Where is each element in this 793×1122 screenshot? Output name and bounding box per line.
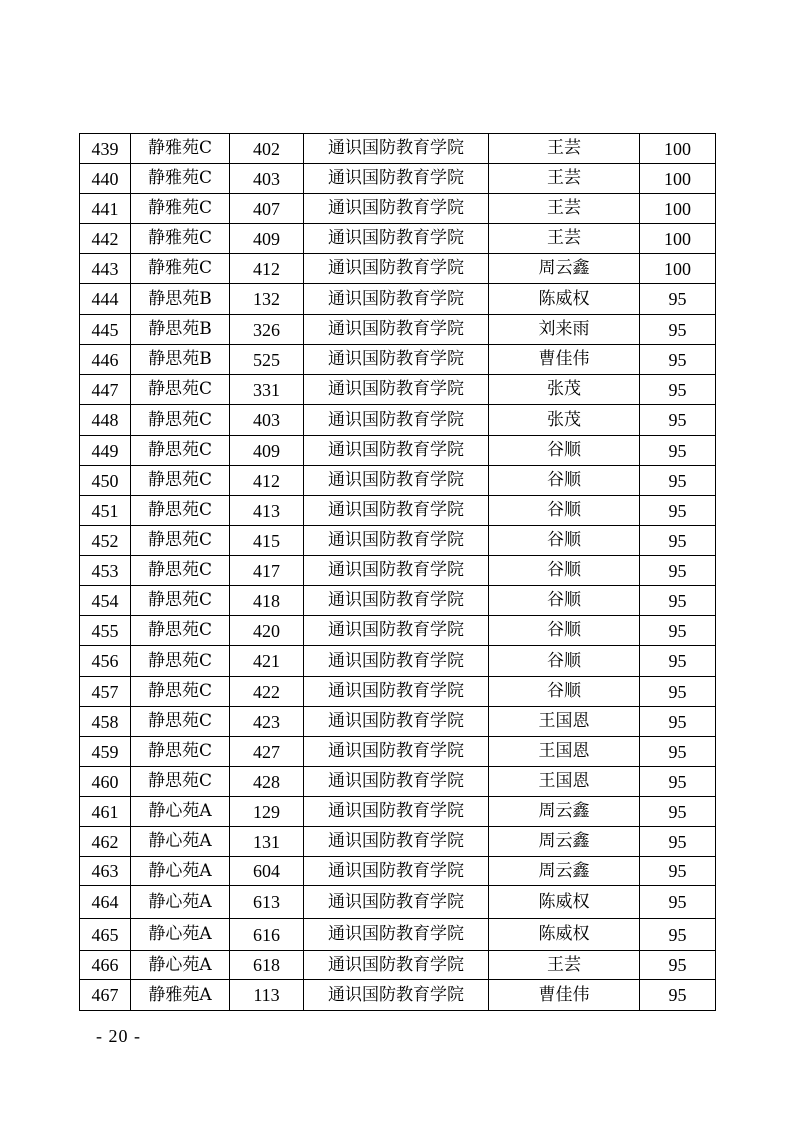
row-index-cell: 451 (80, 496, 131, 526)
college-cell: 通识国防教育学院 (304, 526, 489, 556)
college-cell: 通识国防教育学院 (304, 164, 489, 194)
room-number-cell: 427 (230, 737, 304, 767)
room-number-cell: 129 (230, 797, 304, 827)
responsible-person-cell: 陈威权 (489, 284, 640, 315)
row-index-cell: 464 (80, 886, 131, 919)
room-number-cell: 613 (230, 886, 304, 919)
responsible-person-cell: 周云鑫 (489, 857, 640, 886)
score-cell: 100 (640, 194, 716, 224)
responsible-person-cell: 周云鑫 (489, 797, 640, 827)
table-row (80, 827, 716, 857)
building-cell: 静思苑C (131, 616, 230, 646)
score-cell: 95 (640, 677, 716, 707)
row-index-cell: 455 (80, 616, 131, 646)
row-index-cell: 459 (80, 737, 131, 767)
row-index-cell: 454 (80, 586, 131, 616)
college-cell: 通识国防教育学院 (304, 284, 489, 315)
building-cell: 静心苑A (131, 886, 230, 919)
college-cell: 通识国防教育学院 (304, 797, 489, 827)
responsible-person-cell: 张茂 (489, 375, 640, 405)
table-row (80, 707, 716, 737)
room-number-cell: 422 (230, 677, 304, 707)
score-cell: 95 (640, 980, 716, 1011)
row-index-cell: 443 (80, 254, 131, 284)
score-cell: 95 (640, 586, 716, 616)
room-number-cell: 618 (230, 951, 304, 980)
responsible-person-cell: 曹佳伟 (489, 345, 640, 375)
row-index-cell: 440 (80, 164, 131, 194)
room-number-cell: 413 (230, 496, 304, 526)
college-cell: 通识国防教育学院 (304, 886, 489, 919)
table-row (80, 886, 716, 919)
score-cell: 95 (640, 315, 716, 345)
table-row (80, 767, 716, 797)
score-cell: 95 (640, 526, 716, 556)
row-index-cell: 457 (80, 677, 131, 707)
row-index-cell: 465 (80, 919, 131, 951)
row-index-cell: 447 (80, 375, 131, 405)
row-index-cell: 446 (80, 345, 131, 375)
responsible-person-cell: 周云鑫 (489, 254, 640, 284)
score-cell: 95 (640, 284, 716, 315)
college-cell: 通识国防教育学院 (304, 919, 489, 951)
building-cell: 静思苑C (131, 496, 230, 526)
score-cell: 100 (640, 134, 716, 164)
room-number-cell: 428 (230, 767, 304, 797)
table-row (80, 677, 716, 707)
building-cell: 静思苑C (131, 466, 230, 496)
room-number-cell: 326 (230, 315, 304, 345)
score-cell: 95 (640, 375, 716, 405)
building-cell: 静思苑B (131, 345, 230, 375)
responsible-person-cell: 谷顺 (489, 616, 640, 646)
score-cell: 95 (640, 345, 716, 375)
college-cell: 通识国防教育学院 (304, 254, 489, 284)
responsible-person-cell: 王芸 (489, 224, 640, 254)
row-index-cell: 439 (80, 134, 131, 164)
responsible-person-cell: 王芸 (489, 194, 640, 224)
building-cell: 静思苑C (131, 436, 230, 466)
building-cell: 静思苑C (131, 556, 230, 586)
table-row (80, 224, 716, 254)
college-cell: 通识国防教育学院 (304, 375, 489, 405)
table-row (80, 951, 716, 980)
dormitory-score-table (79, 133, 716, 1011)
college-cell: 通识国防教育学院 (304, 827, 489, 857)
responsible-person-cell: 谷顺 (489, 586, 640, 616)
responsible-person-cell: 刘来雨 (489, 315, 640, 345)
score-cell: 95 (640, 707, 716, 737)
table-row (80, 586, 716, 616)
row-index-cell: 442 (80, 224, 131, 254)
table-body (80, 134, 716, 1011)
room-number-cell: 604 (230, 857, 304, 886)
building-cell: 静思苑C (131, 707, 230, 737)
responsible-person-cell: 谷顺 (489, 496, 640, 526)
score-cell: 95 (640, 466, 716, 496)
row-index-cell: 463 (80, 857, 131, 886)
room-number-cell: 412 (230, 254, 304, 284)
score-cell: 95 (640, 556, 716, 586)
college-cell: 通识国防教育学院 (304, 616, 489, 646)
room-number-cell: 423 (230, 707, 304, 737)
room-number-cell: 113 (230, 980, 304, 1011)
building-cell: 静思苑B (131, 315, 230, 345)
building-cell: 静心苑A (131, 919, 230, 951)
score-cell: 95 (640, 737, 716, 767)
college-cell: 通识国防教育学院 (304, 737, 489, 767)
responsible-person-cell: 谷顺 (489, 436, 640, 466)
score-cell: 95 (640, 827, 716, 857)
score-cell: 95 (640, 616, 716, 646)
row-index-cell: 467 (80, 980, 131, 1011)
college-cell: 通识国防教育学院 (304, 224, 489, 254)
row-index-cell: 450 (80, 466, 131, 496)
responsible-person-cell: 王芸 (489, 164, 640, 194)
responsible-person-cell: 张茂 (489, 405, 640, 436)
table-row (80, 375, 716, 405)
table-row (80, 797, 716, 827)
college-cell: 通识国防教育学院 (304, 134, 489, 164)
college-cell: 通识国防教育学院 (304, 194, 489, 224)
building-cell: 静雅苑C (131, 134, 230, 164)
room-number-cell: 402 (230, 134, 304, 164)
room-number-cell: 418 (230, 586, 304, 616)
building-cell: 静雅苑C (131, 254, 230, 284)
table-row (80, 436, 716, 466)
room-number-cell: 131 (230, 827, 304, 857)
responsible-person-cell: 谷顺 (489, 646, 640, 677)
room-number-cell: 409 (230, 436, 304, 466)
responsible-person-cell: 曹佳伟 (489, 980, 640, 1011)
college-cell: 通识国防教育学院 (304, 496, 489, 526)
building-cell: 静思苑C (131, 767, 230, 797)
building-cell: 静思苑C (131, 677, 230, 707)
score-cell: 100 (640, 164, 716, 194)
college-cell: 通识国防教育学院 (304, 951, 489, 980)
row-index-cell: 453 (80, 556, 131, 586)
building-cell: 静思苑B (131, 284, 230, 315)
room-number-cell: 412 (230, 466, 304, 496)
room-number-cell: 415 (230, 526, 304, 556)
responsible-person-cell: 谷顺 (489, 556, 640, 586)
responsible-person-cell: 陈威权 (489, 886, 640, 919)
table-row (80, 526, 716, 556)
room-number-cell: 525 (230, 345, 304, 375)
table-row (80, 315, 716, 345)
table-row (80, 284, 716, 315)
score-cell: 95 (640, 436, 716, 466)
score-cell: 95 (640, 951, 716, 980)
score-cell: 95 (640, 767, 716, 797)
college-cell: 通识国防教育学院 (304, 646, 489, 677)
table-row (80, 254, 716, 284)
responsible-person-cell: 王国恩 (489, 767, 640, 797)
college-cell: 通识国防教育学院 (304, 857, 489, 886)
row-index-cell: 456 (80, 646, 131, 677)
table-row (80, 496, 716, 526)
score-cell: 95 (640, 857, 716, 886)
building-cell: 静思苑C (131, 586, 230, 616)
college-cell: 通识国防教育学院 (304, 405, 489, 436)
row-index-cell: 462 (80, 827, 131, 857)
room-number-cell: 417 (230, 556, 304, 586)
responsible-person-cell: 陈威权 (489, 919, 640, 951)
row-index-cell: 448 (80, 405, 131, 436)
college-cell: 通识国防教育学院 (304, 677, 489, 707)
score-cell: 100 (640, 254, 716, 284)
score-cell: 95 (640, 496, 716, 526)
building-cell: 静心苑A (131, 827, 230, 857)
room-number-cell: 132 (230, 284, 304, 315)
responsible-person-cell: 王国恩 (489, 707, 640, 737)
room-number-cell: 331 (230, 375, 304, 405)
row-index-cell: 466 (80, 951, 131, 980)
table-row (80, 737, 716, 767)
college-cell: 通识国防教育学院 (304, 556, 489, 586)
room-number-cell: 409 (230, 224, 304, 254)
table-row (80, 616, 716, 646)
building-cell: 静思苑C (131, 646, 230, 677)
college-cell: 通识国防教育学院 (304, 466, 489, 496)
score-cell: 100 (640, 224, 716, 254)
responsible-person-cell: 王国恩 (489, 737, 640, 767)
table-row (80, 345, 716, 375)
building-cell: 静心苑A (131, 857, 230, 886)
table-row (80, 405, 716, 436)
responsible-person-cell: 谷顺 (489, 526, 640, 556)
college-cell: 通识国防教育学院 (304, 315, 489, 345)
table-row (80, 466, 716, 496)
table-row (80, 857, 716, 886)
college-cell: 通识国防教育学院 (304, 707, 489, 737)
table-row (80, 134, 716, 164)
row-index-cell: 444 (80, 284, 131, 315)
responsible-person-cell: 谷顺 (489, 677, 640, 707)
score-cell: 95 (640, 797, 716, 827)
responsible-person-cell: 周云鑫 (489, 827, 640, 857)
score-cell: 95 (640, 886, 716, 919)
building-cell: 静心苑A (131, 951, 230, 980)
responsible-person-cell: 王芸 (489, 134, 640, 164)
table-row (80, 194, 716, 224)
room-number-cell: 407 (230, 194, 304, 224)
row-index-cell: 449 (80, 436, 131, 466)
table-row (80, 919, 716, 951)
row-index-cell: 445 (80, 315, 131, 345)
room-number-cell: 403 (230, 164, 304, 194)
college-cell: 通识国防教育学院 (304, 980, 489, 1011)
row-index-cell: 460 (80, 767, 131, 797)
table-row (80, 980, 716, 1011)
college-cell: 通识国防教育学院 (304, 586, 489, 616)
row-index-cell: 461 (80, 797, 131, 827)
row-index-cell: 452 (80, 526, 131, 556)
score-cell: 95 (640, 919, 716, 951)
room-number-cell: 421 (230, 646, 304, 677)
row-index-cell: 441 (80, 194, 131, 224)
page-number: - 20 - (96, 1026, 141, 1046)
building-cell: 静思苑C (131, 405, 230, 436)
table-row (80, 164, 716, 194)
room-number-cell: 403 (230, 405, 304, 436)
building-cell: 静心苑A (131, 797, 230, 827)
score-cell: 95 (640, 646, 716, 677)
building-cell: 静雅苑C (131, 194, 230, 224)
room-number-cell: 616 (230, 919, 304, 951)
building-cell: 静思苑C (131, 737, 230, 767)
building-cell: 静雅苑C (131, 224, 230, 254)
college-cell: 通识国防教育学院 (304, 436, 489, 466)
building-cell: 静雅苑C (131, 164, 230, 194)
building-cell: 静雅苑A (131, 980, 230, 1011)
college-cell: 通识国防教育学院 (304, 767, 489, 797)
college-cell: 通识国防教育学院 (304, 345, 489, 375)
table-row (80, 556, 716, 586)
room-number-cell: 420 (230, 616, 304, 646)
table-row (80, 646, 716, 677)
responsible-person-cell: 王芸 (489, 951, 640, 980)
row-index-cell: 458 (80, 707, 131, 737)
building-cell: 静思苑C (131, 375, 230, 405)
score-cell: 95 (640, 405, 716, 436)
responsible-person-cell: 谷顺 (489, 466, 640, 496)
building-cell: 静思苑C (131, 526, 230, 556)
